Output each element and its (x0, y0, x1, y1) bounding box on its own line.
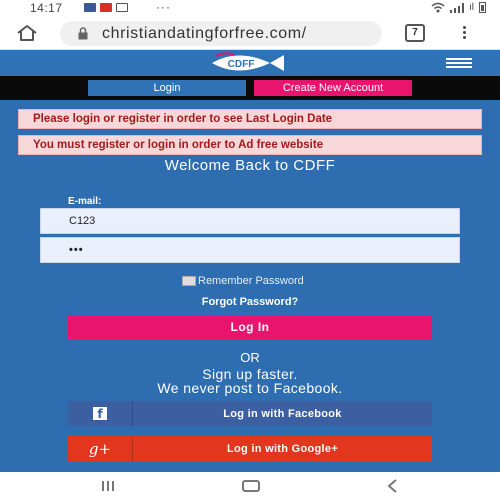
system-icons (431, 2, 486, 13)
facebook-icon-box (68, 401, 133, 426)
facebook-login-button[interactable] (68, 401, 432, 426)
login-button[interactable]: Log In (68, 315, 432, 339)
last-login-alert: Please login or register in order to see Last Login Date (18, 109, 482, 129)
ad-free-alert: You must register or login in order to Ad free website (18, 135, 482, 155)
google-plus-icon: g+ (88, 440, 112, 458)
hamburger-icon[interactable] (446, 58, 472, 68)
cdff-logo[interactable] (208, 52, 298, 74)
remember-label: Remember Password (198, 275, 304, 287)
email-label: E-mail: (68, 196, 102, 207)
facebook-notification-icon (84, 3, 96, 12)
android-nav-bar (0, 472, 500, 500)
back-icon[interactable] (386, 478, 400, 494)
wifi-icon (431, 2, 445, 13)
browser-toolbar (0, 16, 500, 50)
menu-icon[interactable] (458, 24, 470, 42)
status-time: 14:17 (30, 1, 63, 15)
remember-password[interactable] (182, 275, 304, 287)
notification-icons (84, 3, 128, 12)
tabs-icon[interactable]: 7 (405, 24, 425, 42)
google-login-button[interactable] (68, 436, 432, 462)
facebook-icon: f (93, 407, 107, 420)
lock-icon (78, 27, 88, 40)
google-icon-box (68, 436, 133, 462)
email-field[interactable]: C123 (40, 208, 460, 234)
google-login-label: Log in with Google+ (226, 443, 339, 455)
signup-tagline-1: Sign up faster. (202, 366, 298, 382)
site-header (0, 50, 500, 76)
battery-icon (479, 2, 486, 13)
status-bar (0, 0, 500, 16)
nav-create-account-button[interactable]: Create New Account (254, 80, 412, 96)
signal-text: ıl (469, 2, 474, 13)
remember-checkbox[interactable] (182, 276, 196, 286)
address-bar[interactable] (60, 21, 382, 46)
more-notifications-icon: ··· (156, 0, 171, 14)
home-nav-icon[interactable] (242, 480, 260, 492)
logo-text: CDFF (227, 59, 255, 70)
welcome-heading: Welcome Back to CDFF (164, 157, 336, 174)
home-icon[interactable] (16, 24, 38, 42)
recents-icon[interactable] (102, 481, 114, 491)
app-notification-icon (100, 3, 112, 12)
signal-icon (450, 3, 464, 13)
or-divider: OR (240, 350, 260, 365)
gallery-notification-icon (116, 3, 128, 12)
nav-login-button[interactable]: Login (88, 80, 246, 96)
forgot-password-link[interactable]: Forgot Password? (201, 296, 299, 308)
facebook-login-label: Log in with Facebook (223, 407, 342, 420)
signup-tagline-2: We never post to Facebook. (157, 380, 343, 396)
url-text: christiandatingforfree.com/ (102, 25, 307, 42)
password-field[interactable]: ••• (40, 237, 460, 263)
site-nav (0, 76, 500, 100)
